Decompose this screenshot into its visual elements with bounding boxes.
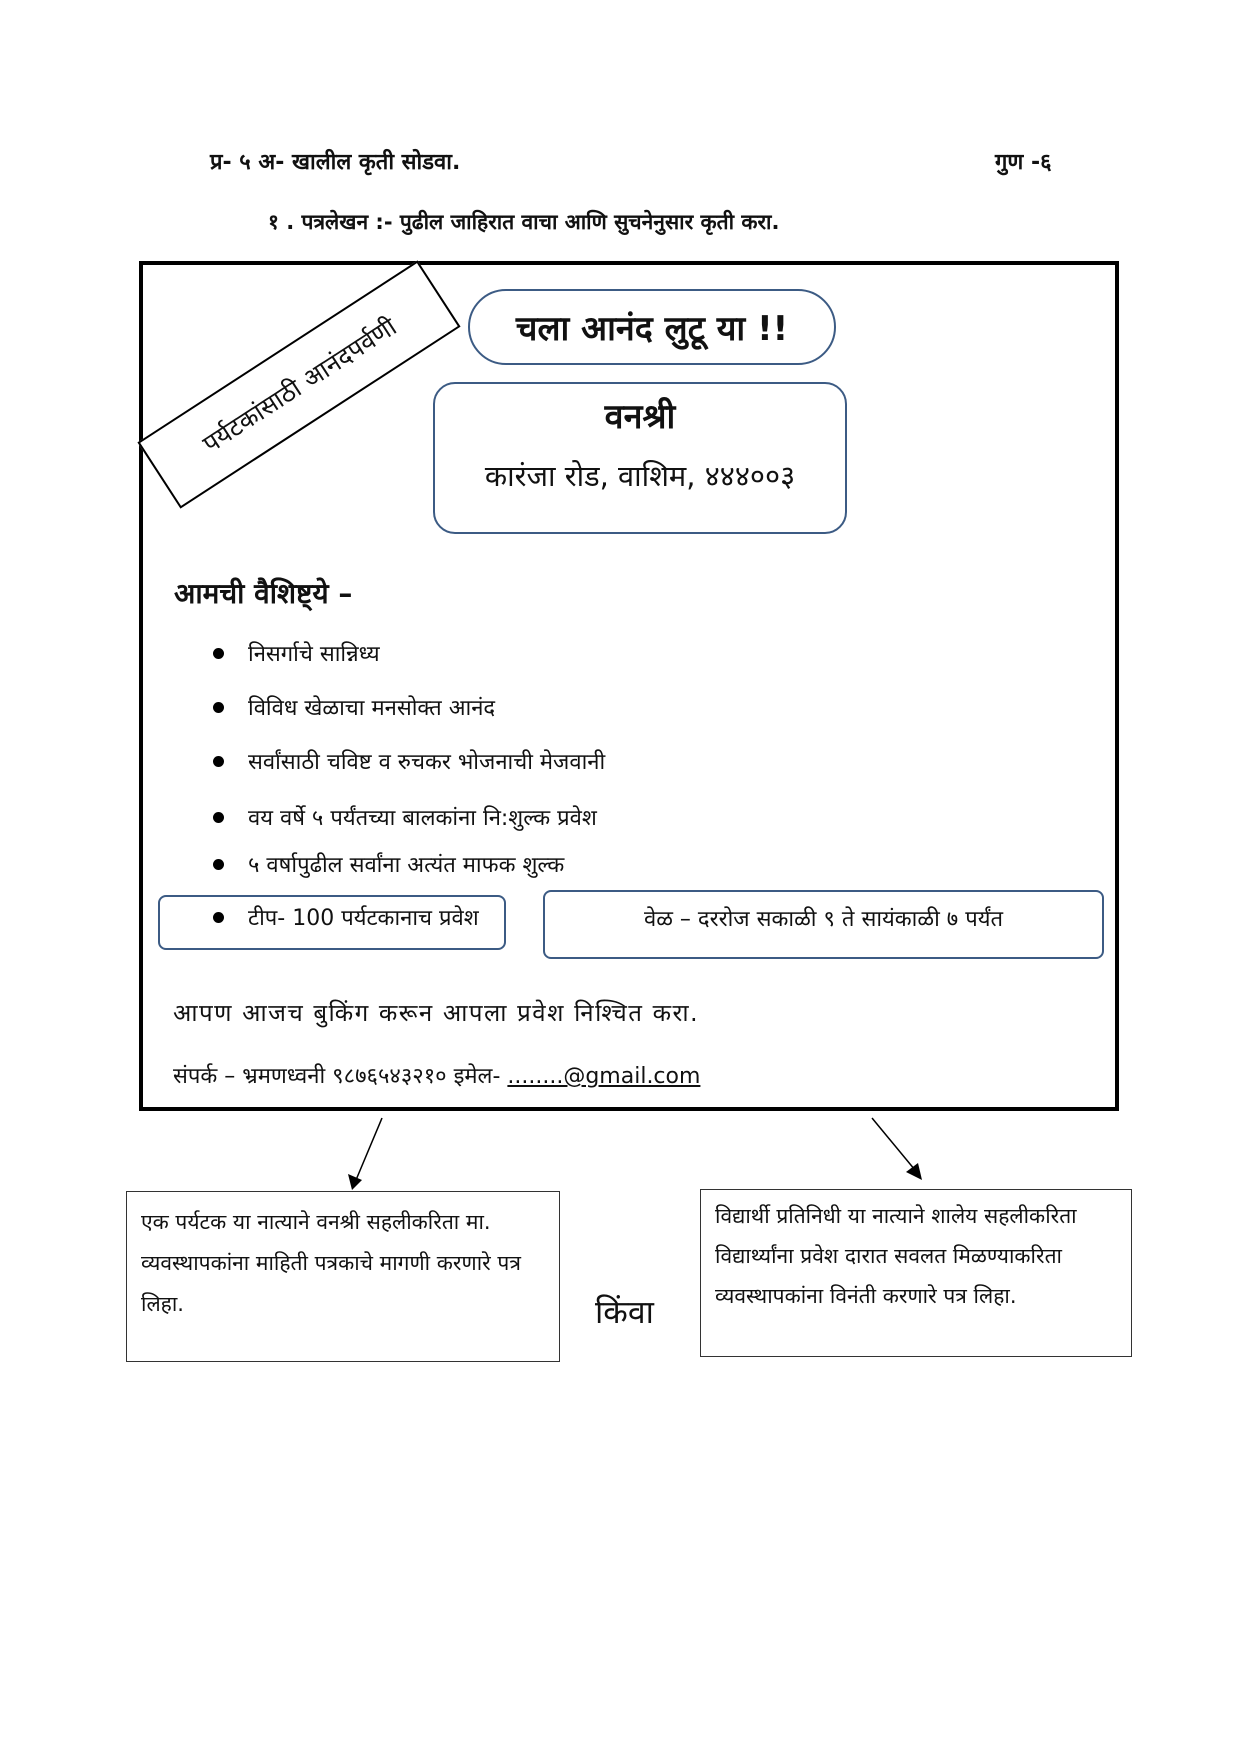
feature-text: निसर्गाचे सान्निध्य <box>248 642 380 667</box>
feature-text: विविध खेळाचा मनसोक्त आनंद <box>248 696 496 721</box>
ad-address: कारंजा रोड, वाशिम, ४४४००३ <box>484 459 796 493</box>
question-title: प्र- ५ अ- खालील कृती सोडवा. <box>210 150 461 175</box>
timing-text: वेळ – दररोज सकाळी ९ ते सायंकाळी ७ पर्यंत <box>643 907 1004 932</box>
feature-text: वय वर्षे ५ पर्यंतच्या बालकांना नि:शुल्क प्रवेश <box>248 806 597 831</box>
contact-label: संपर्क – भ्रमणध्वनी ९८७६५४३२१० इमेल- <box>173 1064 508 1089</box>
ad-stamp-text: पर्यटकांसाठी आनंदपर्वणी <box>197 311 402 459</box>
ad-slogan-text: चला आनंद लुटू या !! <box>515 309 789 349</box>
marks-label: गुण -६ <box>995 150 1052 175</box>
ad-name: वनश्री <box>604 397 676 437</box>
arrow-left-icon <box>348 1118 382 1190</box>
task-left: एक पर्यटक या नात्याने वनश्री सहलीकरिता मा. व्यवस्थापकांना माहिती पत्रकाचे मागणी करणारे पत्र लिहा. <box>126 1191 560 1362</box>
subquestion-title: १ . पत्रलेखन :- पुढील जाहिरात वाचा आणि सुचनेनुसार कृती करा. <box>268 210 780 234</box>
email-link[interactable]: ........@gmail.com <box>507 1064 701 1089</box>
tip-text: टीप- 100 पर्यटकानाच प्रवेश <box>248 906 479 931</box>
arrow-right-icon <box>872 1118 922 1180</box>
feature-text: सर्वांसाठी चविष्ट व रुचकर भोजनाची मेजवानी <box>248 750 606 775</box>
booking-text: आपण आजच बुकिंग करून आपला प्रवेश निश्चित करा. <box>173 999 700 1027</box>
feature-text: ५ वर्षापुढील सर्वांना अत्यंत माफक शुल्क <box>248 853 565 878</box>
or-separator: किंवा <box>595 1293 654 1331</box>
features-heading: आमची वैशिष्ट्ये – <box>174 577 353 610</box>
task-right: विद्यार्थी प्रतिनिधी या नात्याने शालेय सहलीकरिता विद्यार्थ्यांना प्रवेश दारात सवलत मिळण्याकरिता व्यवस्थापकांना विनंती करणारे पत्र लिहा. <box>700 1189 1132 1357</box>
